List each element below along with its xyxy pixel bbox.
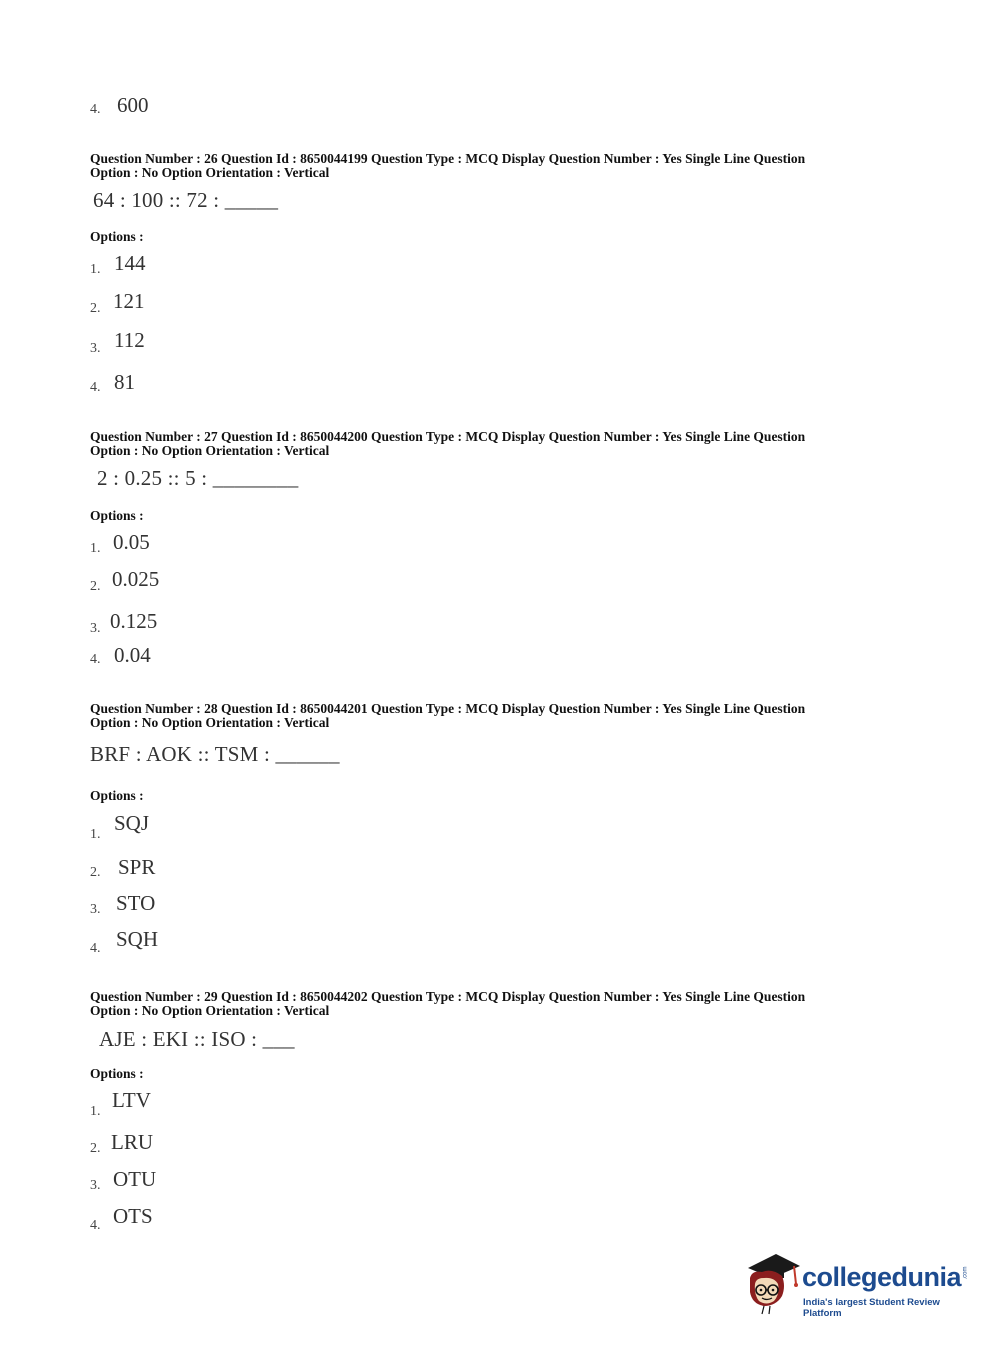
logo-domain-suffix: .com: [962, 1266, 969, 1280]
option-value: 0.05: [113, 530, 150, 554]
option-number: 4.: [90, 652, 101, 667]
option-number: 1.: [90, 827, 101, 842]
question-text: 64 : 100 :: 72 : _____: [93, 188, 279, 212]
collegedunia-logo: [742, 1248, 972, 1318]
logo-tagline: India's largest Student Review Platform: [803, 1297, 940, 1319]
option-number: 3.: [90, 341, 101, 356]
logo-wordmark: collegedunia: [802, 1262, 962, 1292]
question-meta-line1: Question Number : 29 Question Id : 8650044202 Question Type : MCQ Display Question Number : Yes Single Line Question: [90, 989, 806, 1004]
option-value: 0.04: [114, 643, 151, 667]
option-number: 1.: [90, 262, 101, 277]
option-value: LRU: [111, 1130, 153, 1154]
option-number: 3.: [90, 621, 101, 636]
question-meta-line2: Option : No Option Orientation : Vertical: [90, 1003, 330, 1018]
options-label: Options :: [90, 508, 144, 523]
option-value: OTS: [113, 1204, 153, 1228]
option-value: 81: [114, 370, 135, 394]
option-value: OTU: [113, 1167, 157, 1191]
option-value: STO: [116, 891, 156, 915]
question-meta: [90, 152, 910, 180]
question-meta: [90, 702, 910, 730]
option-value: SQJ: [114, 811, 150, 835]
option-value: SQH: [116, 927, 159, 951]
student-mascot-icon: [742, 1248, 802, 1318]
option-number: 2.: [90, 301, 101, 316]
option-number: 4.: [90, 1218, 101, 1233]
option-number: 3.: [90, 1178, 101, 1193]
option-value: 121: [113, 289, 145, 313]
option-value: 144: [114, 251, 146, 275]
option-number: 2.: [90, 865, 101, 880]
option-number: 1.: [90, 1104, 101, 1119]
question-meta-line1: Question Number : 26 Question Id : 8650044199 Question Type : MCQ Display Question Number : Yes Single Line Question: [90, 151, 806, 166]
question-meta-line1: Question Number : 27 Question Id : 8650044200 Question Type : MCQ Display Question Number : Yes Single Line Question: [90, 429, 806, 444]
option-value: 0.025: [112, 567, 160, 591]
option-number: 4.: [90, 380, 101, 395]
question-meta-line1: Question Number : 28 Question Id : 8650044201 Question Type : MCQ Display Question Number : Yes Single Line Question: [90, 701, 806, 716]
option-number: 4.: [90, 941, 101, 956]
question-meta-line2: Option : No Option Orientation : Vertical: [90, 165, 330, 180]
option-number: 4.: [90, 102, 101, 117]
option-number: 2.: [90, 579, 101, 594]
question-text: BRF : AOK :: TSM : ______: [90, 742, 340, 766]
option-value: SPR: [118, 855, 156, 879]
question-text: 2 : 0.25 :: 5 : ________: [97, 466, 299, 490]
options-label: Options :: [90, 788, 144, 803]
option-value: LTV: [112, 1088, 151, 1112]
options-label: Options :: [90, 229, 144, 244]
question-meta: [90, 990, 910, 1018]
option-value: 0.125: [110, 609, 158, 633]
question-meta-line2: Option : No Option Orientation : Vertical: [90, 443, 330, 458]
question-text: AJE : EKI :: ISO : ___: [99, 1027, 295, 1051]
option-value: 112: [114, 328, 145, 352]
option-number: 3.: [90, 902, 101, 917]
option-number: 1.: [90, 541, 101, 556]
question-meta-line2: Option : No Option Orientation : Vertical: [90, 715, 330, 730]
option-value: 600: [117, 93, 149, 117]
option-number: 2.: [90, 1141, 101, 1156]
question-meta: [90, 430, 910, 458]
options-label: Options :: [90, 1066, 144, 1081]
